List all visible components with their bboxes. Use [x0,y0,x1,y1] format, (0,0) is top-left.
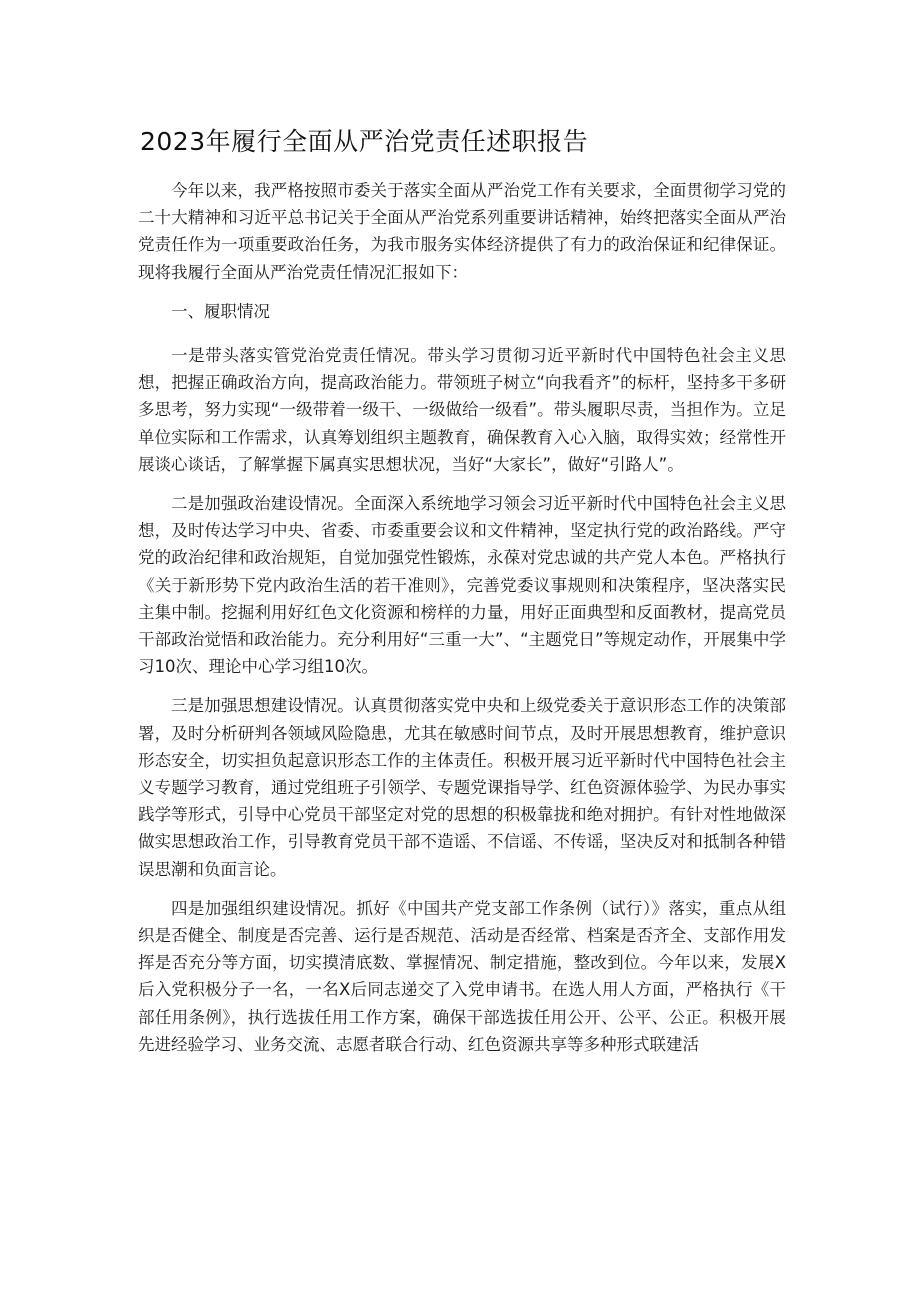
document-body [138,177,786,1070]
paragraph-leadership: 一是带头落实管党治党责任情况。带头学习贯彻习近平新时代中国特色社会主义思想，把握正确政治方向，提高政治能力。带领班子树立“向我看齐”的标杆，坚持多干多研多思考，努力实现“一级带着一级干、一级做给一级看”。带头履职尽责，当担作为。立足单位实际和工作需求，认真筹划组织主题教育，确保教育入心入脑，取得实效；经常性开展谈心谈话，了解掌握下属真实思想状况，当好“大家长”，做好“引路人”。 [138,346,786,474]
paragraph-organizational-building: 四是加强组织建设情况。抓好《中国共产党支部工作条例（试行）》落实，重点从组织是否健全、制度是否完善、运行是否规范、活动是否经常、档案是否齐全、支部作用发挥是否充分等方面，切实摸清底数、掌握情况、制定措施，整改到位。今年以来，发展X后入党积极分子一名，一名X后同志递交了入党申请书。在选人用人方面，严格执行《干部任用条例》，执行选拔任用工作方案，确保干部选拔任用公开、公平、公正。积极开展先进经验学习、业务交流、志愿者联合行动、红色资源共享等多种形式联建活 [138,898,786,1054]
paragraph-political-building: 二是加强政治建设情况。全面深入系统地学习领会习近平新时代中国特色社会主义思想，及时传达学习中央、省委、市委重要会议和文件精神，坚定执行党的政治路线。严守党的政治纪律和政治规矩，自觉加强党性锻炼，永葆对党忠诚的共产党人本色。严格执行《关于新形势下党内政治生活的若干准则》，完善党委议事规则和决策程序，坚决落实民主集中制。挖掘利用好红色文化资源和榜样的力量，用好正面典型和反面教材，提高党员干部政治觉悟和政治能力。充分利用好“三重一大”、“主题党日”等规定动作，开展集中学习10次、理论中心学习组10次。 [138,494,786,677]
page-title: 2023年履行全面从严治党责任述职报告 [140,127,589,156]
section-heading: 一、履职情况 [171,301,270,321]
paragraph-ideological-building: 三是加强思想建设情况。认真贯彻落实党中央和上级党委关于意识形态工作的决策部署，及时分析研判各领域风险隐患，尤其在敏感时间节点，及时开展思想教育，维护意识形态安全，切实担负起意识形态工作的主体责任。积极开展习近平新时代中国特色社会主义专题学习教育，通过党组班子引领学、专题党课指导学、红色资源体验学、为民办事实践学等形式，引导中心党员干部坚定对党的思想的积极靠拢和绝对拥护。有针对性地做深做实思想政治工作，引导教育党员干部不造谣、不信谣、不传谣，坚决反对和抵制各种错误思潮和负面言论。 [138,696,786,879]
intro-paragraph: 今年以来，我严格按照市委关于落实全面从严治党工作有关要求，全面贯彻学习党的二十大精神和习近平总书记关于全面从严治党系列重要讲话精神，始终把落实全面从严治党责任作为一项重要政治任务，为我市服务实体经济提供了有力的政治保证和纪律保证。现将我履行全面从严治党责任情况汇报如下： [138,181,786,282]
